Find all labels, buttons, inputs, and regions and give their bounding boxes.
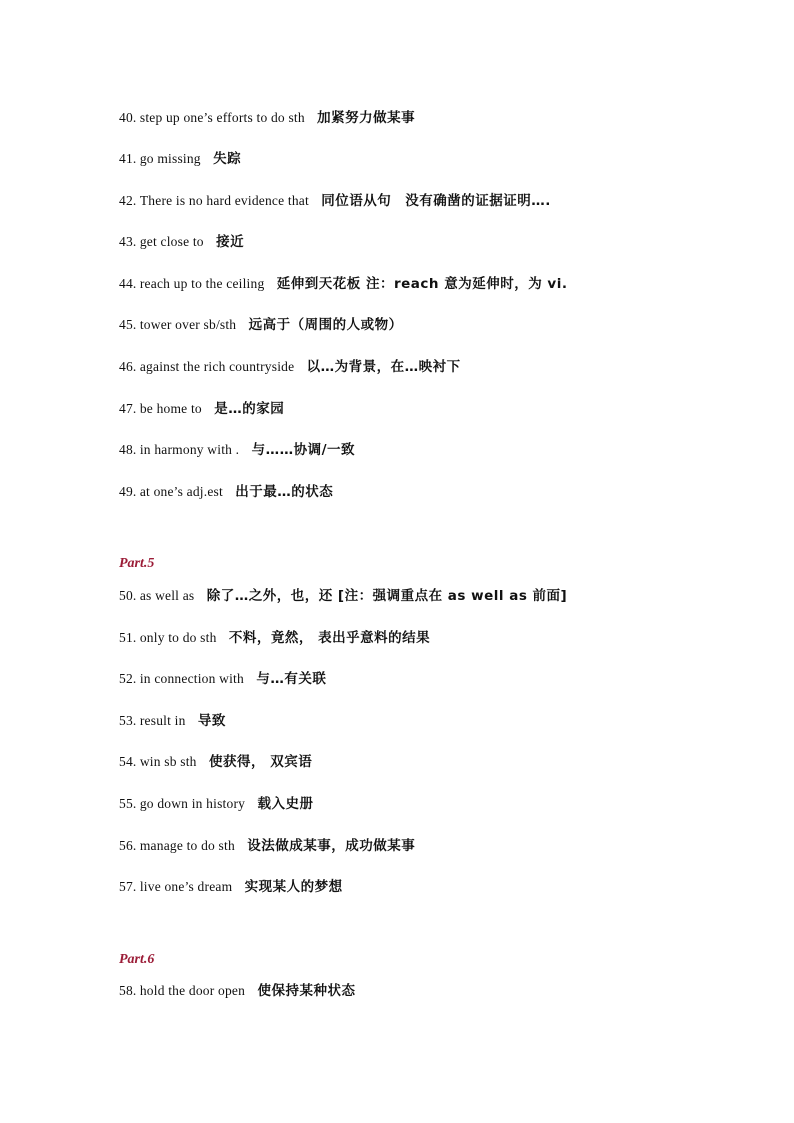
entry-chinese: 导致 <box>197 713 226 729</box>
entry-chinese: 不料，竟然， 表出乎意料的结果 <box>228 630 431 646</box>
entry-52 <box>119 670 326 688</box>
entry-number: 40. <box>119 110 137 125</box>
entry-english: reach up to the ceiling <box>139 276 265 291</box>
entry-number: 57. <box>119 879 137 894</box>
entry-number: 53. <box>119 713 137 728</box>
entry-chinese: 失踪 <box>213 151 242 167</box>
entry-english: as well as <box>139 588 195 603</box>
entry-number: 44. <box>119 276 137 291</box>
entry-number: 49. <box>119 484 137 499</box>
entry-53 <box>119 712 226 730</box>
entry-chinese: 除了…之外，也，还 [注：强调重点在 as well as 前面] <box>206 588 568 604</box>
entry-number: 52. <box>119 671 137 686</box>
entry-54 <box>119 753 312 771</box>
entry-english: There is no hard evidence that <box>139 193 309 208</box>
entry-chinese: 同位语从句 没有确凿的证据证明…. <box>321 193 551 209</box>
entry-number: 50. <box>119 588 137 603</box>
entry-english: at one’s adj.est <box>139 484 223 499</box>
entry-46 <box>119 358 461 376</box>
part-heading: Part.6 <box>119 952 155 967</box>
entry-number: 42. <box>119 193 137 208</box>
entry-chinese: 远高于（周围的人或物） <box>248 317 403 333</box>
entry-chinese: 实现某人的梦想 <box>244 879 343 895</box>
entry-chinese: 是…的家园 <box>214 401 285 417</box>
entry-40 <box>119 109 415 127</box>
entry-english: manage to do sth <box>139 838 235 853</box>
entry-50 <box>119 587 567 605</box>
entry-chinese: 接近 <box>216 234 245 250</box>
entry-chinese: 设法做成某事，成功做某事 <box>247 838 416 854</box>
entry-51 <box>119 629 430 647</box>
entry-42 <box>119 192 551 210</box>
entry-number: 41. <box>119 151 137 166</box>
entry-number: 43. <box>119 234 137 249</box>
entry-english: in connection with <box>139 671 244 686</box>
entry-44 <box>119 275 568 293</box>
entry-english: only to do sth <box>139 630 217 645</box>
entry-49 <box>119 483 333 501</box>
entry-chinese: 加紧努力做某事 <box>317 110 416 126</box>
entry-number: 55. <box>119 796 137 811</box>
entry-58 <box>119 982 355 1000</box>
entry-57 <box>119 878 343 896</box>
entry-56 <box>119 837 415 855</box>
entry-number: 54. <box>119 754 137 769</box>
entry-number: 51. <box>119 630 137 645</box>
entry-english: in harmony with . <box>139 442 240 457</box>
entry-chinese: 使保持某种状态 <box>257 983 356 999</box>
entry-english: against the rich countryside <box>139 359 295 374</box>
entry-45 <box>119 316 403 334</box>
entry-english: hold the door open <box>139 983 246 998</box>
entry-number: 56. <box>119 838 137 853</box>
entry-english: be home to <box>139 401 202 416</box>
entry-chinese: 载入史册 <box>257 796 314 812</box>
entry-english: go missing <box>139 151 201 166</box>
entry-41 <box>119 150 241 168</box>
entry-number: 45. <box>119 317 137 332</box>
entry-number: 58. <box>119 983 137 998</box>
entry-43 <box>119 233 244 251</box>
entry-english: get close to <box>139 234 204 249</box>
entry-english: live one’s dream <box>139 879 233 894</box>
part-heading: Part.5 <box>119 556 155 571</box>
entry-chinese: 与……协调/一致 <box>251 442 356 458</box>
entry-english: tower over sb/sth <box>139 317 237 332</box>
entry-chinese: 以…为背景，在…映衬下 <box>306 359 461 375</box>
entry-number: 47. <box>119 401 137 416</box>
entry-chinese: 使获得， 双宾语 <box>209 754 313 770</box>
entry-english: step up one’s efforts to do sth <box>139 110 305 125</box>
entry-english: result in <box>139 713 186 728</box>
entry-number: 48. <box>119 442 137 457</box>
entry-chinese: 出于最…的状态 <box>235 484 334 500</box>
entry-47 <box>119 400 284 418</box>
entry-chinese: 与…有关联 <box>256 671 327 687</box>
entry-chinese: 延伸到天花板 注：reach 意为延伸时，为 vi. <box>276 276 568 292</box>
entry-english: win sb sth <box>139 754 197 769</box>
entry-english: go down in history <box>139 796 246 811</box>
entry-48 <box>119 441 355 459</box>
entry-number: 46. <box>119 359 137 374</box>
entry-55 <box>119 795 313 813</box>
